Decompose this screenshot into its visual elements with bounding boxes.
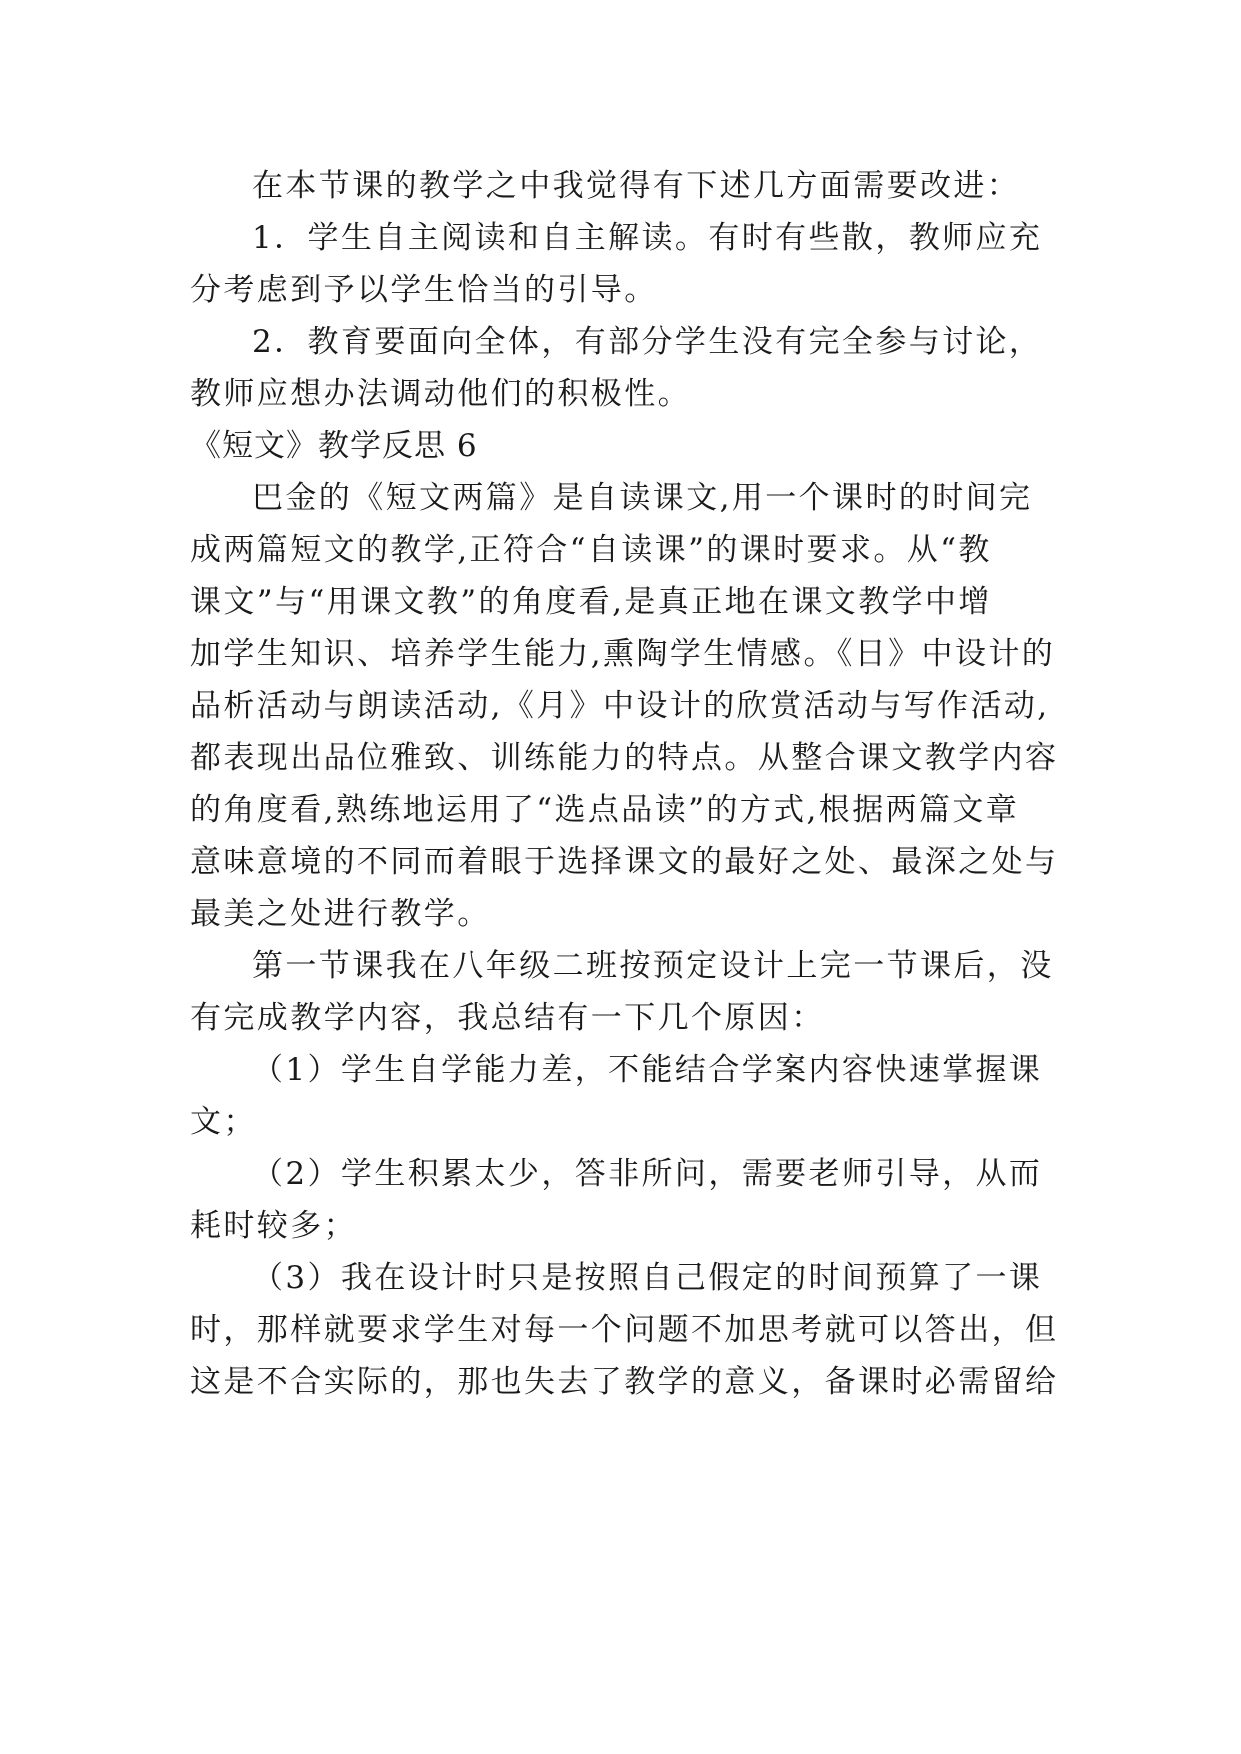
- text-line: 第一节课我在八年级二班按预定设计上完一节课后，没: [252, 948, 1054, 984]
- text-line: 意味意境的不同而着眼于选择课文的最好之处、最深之处与: [190, 844, 1059, 880]
- paragraph-bajin-summary: [190, 472, 1070, 940]
- text-line: 最美之处进行教学。: [190, 896, 491, 932]
- text-line: 时，那样就要求学生对每一个问题不加思考就可以答出，但: [190, 1312, 1059, 1348]
- paragraph-reason-2: [190, 1148, 1070, 1252]
- text-line: 1．学生自主阅读和自主解读。有时有些散，教师应充: [252, 220, 1043, 256]
- text-line: 品析活动与朗读活动,《月》中设计的欣赏活动与写作活动,: [190, 688, 1050, 724]
- text-line: 这是不合实际的，那也失去了教学的意义，备课时必需留给: [190, 1364, 1059, 1400]
- text-line: 有完成教学内容，我总结有一下几个原因：: [190, 1000, 825, 1036]
- section-heading: [190, 420, 1070, 472]
- text-line: （1）学生自学能力差，不能结合学案内容快速掌握课: [252, 1052, 1043, 1088]
- text-line: 文；: [190, 1104, 257, 1140]
- text-line: 课文”与“用课文教”的角度看,是真正地在课文教学中增: [190, 584, 992, 620]
- text-line: 加学生知识、培养学生能力,熏陶学生情感。《日》中设计的: [190, 636, 1056, 672]
- text-line: （2）学生积累太少，答非所问，需要老师引导，从而: [252, 1156, 1043, 1192]
- text-line: 成两篇短文的教学,正符合“自读课”的课时要求。从“教: [190, 532, 992, 568]
- paragraph-improvements-intro: [190, 160, 1070, 212]
- text-line: （3）我在设计时只是按照自己假定的时间预算了一课: [252, 1260, 1043, 1296]
- text-line: 2．教育要面向全体，有部分学生没有完全参与讨论，: [252, 324, 1043, 360]
- text-line: 耗时较多；: [190, 1208, 357, 1244]
- text-line: 在本节课的教学之中我觉得有下述几方面需要改进：: [252, 168, 1021, 204]
- paragraph-reason-3: [190, 1252, 1070, 1408]
- heading-text: 《短文》教学反思 6: [190, 428, 478, 464]
- paragraph-first-lesson: [190, 940, 1070, 1044]
- text-line: 的角度看,熟练地运用了“选点品读”的方式,根据两篇文章: [190, 792, 1020, 828]
- text-line: 教师应想办法调动他们的积极性。: [190, 376, 691, 412]
- paragraph-point-2: [190, 316, 1070, 420]
- paragraph-point-1: [190, 212, 1070, 316]
- text-line: 巴金的《短文两篇》是自读课文,用一个课时的时间完: [252, 480, 1033, 516]
- text-line: 分考虑到予以学生恰当的引导。: [190, 272, 658, 308]
- document-body: [190, 160, 1070, 1408]
- paragraph-reason-1: [190, 1044, 1070, 1148]
- text-line: 都表现出品位雅致、训练能力的特点。从整合课文教学内容: [190, 740, 1059, 776]
